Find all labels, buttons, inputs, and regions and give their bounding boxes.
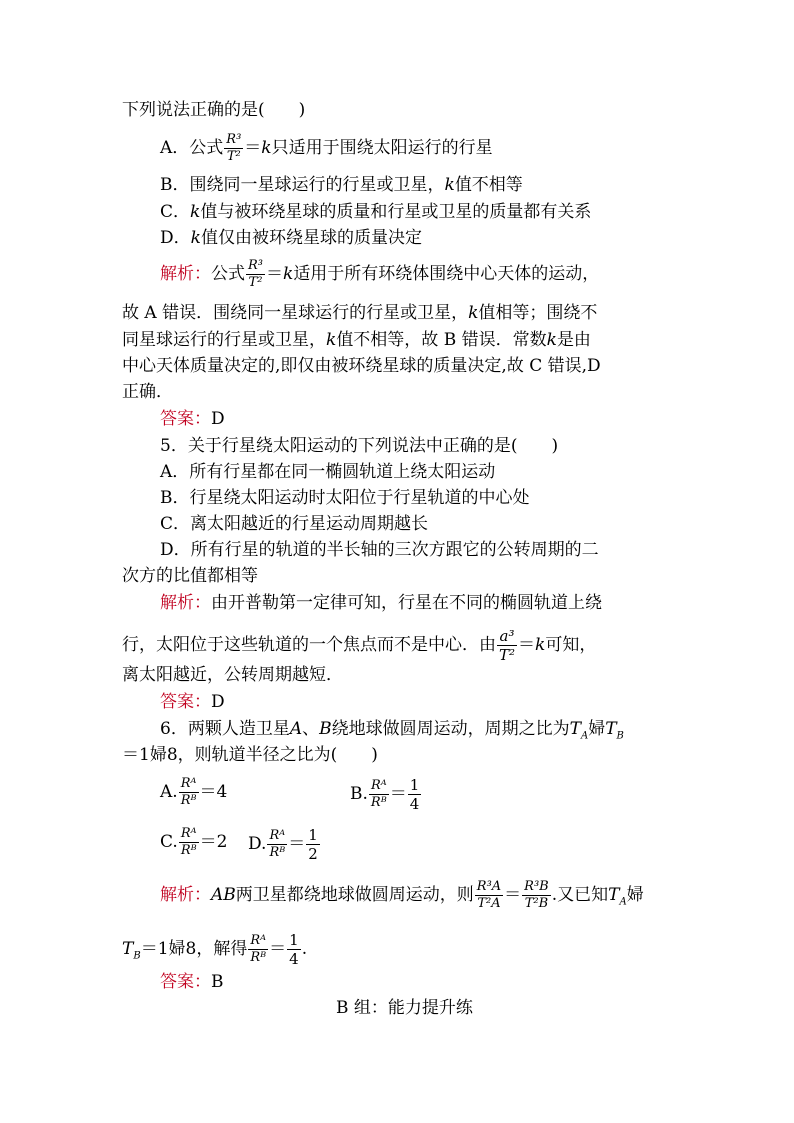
analysis-line-5: 正确． (122, 382, 173, 402)
fraction-r3-t2: $\frac{\text{R³}}{\text{T²}}$ (226, 132, 242, 164)
answer-6-line: 答案：B (160, 972, 224, 992)
fraction-ra-rb: $\frac{\text{Rᴬ}}{\text{Rᴮ}}$ (180, 776, 197, 808)
answer-line: 答案：D (160, 409, 225, 429)
option-d: D．k值仅由被环绕星球的质量决定 (160, 228, 422, 248)
section-heading: B 组：能力提升练 (336, 998, 473, 1018)
fraction-ra-rb: $\frac{\text{Rᴬ}}{\text{Rᴮ}}$ (250, 933, 267, 965)
analysis-5-line-1: 解析：由开普勒第一定律可知，行星在不同的椭圆轨道上绕 (160, 593, 602, 613)
analysis-line-2: 故 A 错误．围绕同一星球运行的行星或卫星，k值相等；围绕不 (122, 303, 598, 323)
question-6-option-a: A. $\frac{\text{Rᴬ}}{\text{Rᴮ}}$ ＝4 (160, 776, 228, 808)
question-5-option-d-cont: 次方的比值都相等 (122, 566, 258, 586)
fraction-1-4: $\frac{1}{4}$ (409, 776, 420, 813)
answer-label: 答案： (160, 972, 211, 992)
analysis-label: 解析： (160, 593, 211, 613)
analysis-label: 解析： (160, 264, 211, 284)
question-6-option-b: B. $\frac{\text{Rᴬ}}{\text{Rᴮ}}$ ＝ $\frac{1}{4}$ (350, 776, 420, 813)
analysis-6-line-1: 解析：AB两卫星都绕地球做圆周运动，则 $\frac{\text{R³A}}{\text{T²A}}$ ＝ $\frac{\text{R³B}}{\text{T²B}}$ .又已知$T_A$婦 (160, 879, 644, 911)
fraction-ra-rb: $\frac{\text{Rᴬ}}{\text{Rᴮ}}$ (370, 778, 387, 810)
answer-5-line: 答案：D (160, 692, 225, 712)
analysis-label: 解析： (160, 885, 211, 905)
question-6-option-c: C. $\frac{\text{Rᴬ}}{\text{Rᴮ}}$ ＝2 (160, 826, 228, 858)
analysis-line-3: 同星球运行的行星或卫星，k值不相等，故 B 错误．常数k是由 (122, 330, 591, 350)
question-5-option-a: A．所有行星都在同一椭圆轨道上绕太阳运动 (160, 462, 496, 482)
analysis-line-1: 解析：公式 $\frac{\text{R³}}{\text{T²}}$ ＝k适用于所有环绕体围绕中心天体的运动， (160, 258, 600, 290)
fraction-ra-rb: $\frac{\text{Rᴬ}}{\text{Rᴮ}}$ (180, 826, 197, 858)
question-5-option-d: D．所有行星的轨道的半长轴的三次方跟它的公转周期的二 (160, 540, 599, 560)
fraction-1-2: $\frac{1}{2}$ (308, 826, 318, 863)
fraction-ra-rb: $\frac{\text{Rᴬ}}{\text{Rᴮ}}$ (269, 828, 286, 860)
option-c: C．k值与被环绕星球的质量和行星或卫星的质量都有关系 (160, 202, 592, 222)
question-6-stem-cont: ＝1婦8，则轨道半径之比为( ) (122, 745, 378, 765)
question-6-option-d: D. $\frac{\text{Rᴬ}}{\text{Rᴮ}}$ ＝ $\frac{1}{2}$ (248, 826, 318, 863)
answer-label: 答案： (160, 409, 211, 429)
fraction-rb3-tb2: $\frac{\text{R³B}}{\text{T²B}}$ (524, 879, 549, 911)
option-a: A．公式 $\frac{\text{R³}}{\text{T²}}$ ＝k只适用于围绕太阳运行的行星 (160, 132, 493, 164)
question-5-option-c: C．离太阳越近的行星运动周期越长 (160, 514, 429, 534)
question-stem-end: 下列说法正确的是( ) (122, 100, 306, 120)
fraction-ra3-ta2: $\frac{\text{R³A}}{\text{T²A}}$ (476, 879, 502, 911)
analysis-5-line-3: 离太阳越近，公转周期越短． (122, 665, 343, 685)
analysis-line-4: 中心天体质量决定的,即仅由被环绕星球的质量决定,故 C 错误,D (122, 356, 601, 376)
question-5-option-b: B．行星绕太阳运动时太阳位于行星轨道的中心处 (160, 488, 530, 508)
fraction-1-4: $\frac{1}{4}$ (289, 931, 299, 968)
fraction-r3-t2: $\frac{\text{R³}}{\text{T²}}$ (248, 258, 263, 290)
option-b: B．围绕同一星球运行的行星或卫星，k值不相等 (160, 175, 523, 195)
analysis-5-line-2: 行，太阳位于这些轨道的一个焦点而不是中心．由 $\frac{\text{a³}}{\text{T²}}$ ＝k可知， (122, 627, 597, 664)
fraction-a3-t2: $\frac{\text{a³}}{\text{T²}}$ (499, 627, 516, 664)
analysis-6-line-2: $T_B=1$婦8，解得 $\frac{\text{Rᴬ}}{\text{Rᴮ}}$ ＝ $\frac{1}{4}$ . (122, 931, 308, 968)
question-6-stem: 6．两颗人造卫星A、B绕地球做圆周运动，周期之比为$T_A$婦$T_B$ (160, 719, 624, 742)
answer-label: 答案： (160, 692, 211, 712)
question-5-stem: 5．关于行星绕太阳运动的下列说法中正确的是( ) (160, 436, 559, 456)
